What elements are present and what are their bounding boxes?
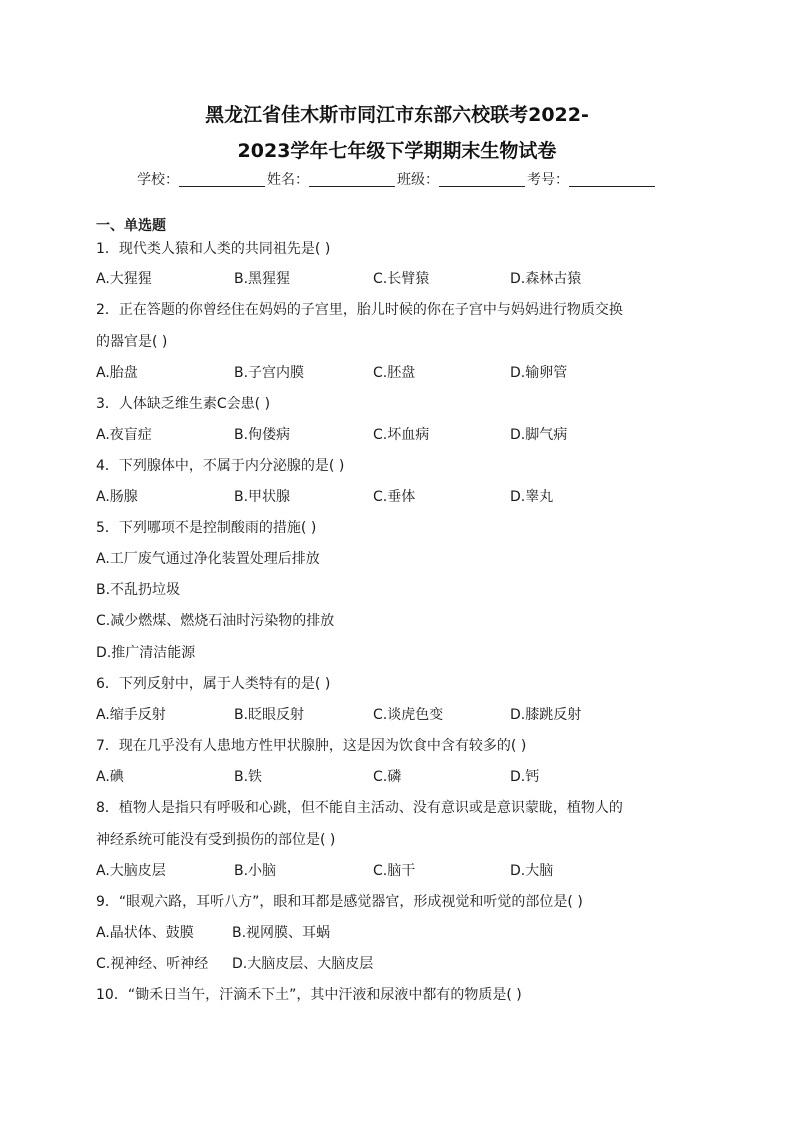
option-a: A.缩手反射 xyxy=(96,707,166,723)
option-a: A.大脑皮层 xyxy=(96,863,166,879)
option-d: D.钙 xyxy=(510,769,540,785)
option-b: B.小脑 xyxy=(234,863,277,879)
question-2-options xyxy=(96,363,706,383)
question-3-stem: 3．人体缺乏维生素C会患( ) xyxy=(96,396,271,412)
option-d: D.输卵管 xyxy=(510,365,568,381)
option-c: C.垂体 xyxy=(373,489,416,505)
exam-title-line-2: 2023学年七年级下学期期末生物试卷 xyxy=(237,140,557,162)
question-5-option-b: B.不乱扔垃圾 xyxy=(96,582,181,598)
option-c: C.坏血病 xyxy=(373,427,430,443)
question-5-stem: 5．下列哪项不是控制酸雨的措施( ) xyxy=(96,520,317,536)
option-c: C.视神经、听神经 xyxy=(96,956,209,972)
class-blank xyxy=(439,172,525,187)
option-c: C.脑干 xyxy=(373,863,416,879)
question-4-stem: 4．下列腺体中，不属于内分泌腺的是( ) xyxy=(96,458,345,474)
question-1-stem: 1．现代类人猿和人类的共同祖先是( ) xyxy=(96,241,331,257)
question-1-options xyxy=(96,269,706,289)
question-6-options xyxy=(96,705,706,725)
question-3-options xyxy=(96,425,706,445)
question-2-stem-line-2: 的器官是( ) xyxy=(96,334,168,350)
question-8-stem-line-1: 8．植物人是指只有呼吸和心跳，但不能自主活动、没有意识或是意识蒙眬，植物人的 xyxy=(96,800,623,816)
question-6-stem: 6．下列反射中，属于人类特有的是( ) xyxy=(96,676,331,692)
option-d: D.大脑皮层、大脑皮层 xyxy=(232,956,374,972)
question-9-stem: 9．“眼观六路，耳听八方”，眼和耳都是感觉器官，形成视觉和听觉的部位是( ) xyxy=(96,894,583,910)
name-label: 姓名： xyxy=(267,172,309,188)
option-b: B.佝偻病 xyxy=(234,427,291,443)
exam-title-line-1: 黑龙江省佳木斯市同江市东部六校联考2022- xyxy=(205,104,589,126)
option-a: A.晶状体、鼓膜 xyxy=(96,925,194,941)
option-b: B.视网膜、耳蜗 xyxy=(232,925,331,941)
question-5-option-c: C.减少燃煤、燃烧石油时污染物的排放 xyxy=(96,613,335,629)
question-7-options xyxy=(96,767,706,787)
question-4-options xyxy=(96,487,706,507)
option-c: C.磷 xyxy=(373,769,402,785)
question-7-stem: 7．现在几乎没有人患地方性甲状腺肿，这是因为饮食中含有较多的( ) xyxy=(96,738,527,754)
option-b: B.眨眼反射 xyxy=(234,707,305,723)
option-a: A.肠腺 xyxy=(96,489,138,505)
school-blank xyxy=(179,172,265,187)
name-blank xyxy=(309,172,395,187)
option-c: C.长臂猿 xyxy=(373,271,430,287)
option-a: A.夜盲症 xyxy=(96,427,152,443)
option-d: D.大脑 xyxy=(510,863,554,879)
section-title: 一、单选题 xyxy=(96,218,166,234)
school-label: 学校： xyxy=(137,172,179,188)
question-9-options-row-2 xyxy=(96,954,706,974)
question-8-stem-line-2: 神经系统可能没有受到损伤的部位是( ) xyxy=(96,832,336,848)
student-info-row xyxy=(0,170,794,190)
option-d: D.森林古猿 xyxy=(510,271,582,287)
question-9-options-row-1 xyxy=(96,923,706,943)
option-a: A.胎盘 xyxy=(96,365,138,381)
question-5-option-a: A.工厂废气通过净化装置处理后排放 xyxy=(96,551,320,567)
option-d: D.膝跳反射 xyxy=(510,707,582,723)
question-10-stem: 10．“锄禾日当午，汗滴禾下土”，其中汗液和尿液中都有的物质是( ) xyxy=(96,987,522,1003)
option-b: B.子宫内膜 xyxy=(234,365,305,381)
option-b: B.甲状腺 xyxy=(234,489,291,505)
option-c: C.胚盘 xyxy=(373,365,416,381)
exam-number-label: 考号： xyxy=(527,172,569,188)
question-8-options xyxy=(96,861,706,881)
question-2-stem-line-1: 2．正在答题的你曾经住在妈妈的子宫里，胎儿时候的你在子宫中与妈妈进行物质交换 xyxy=(96,302,623,318)
option-a: A.碘 xyxy=(96,769,124,785)
option-d: D.脚气病 xyxy=(510,427,568,443)
option-d: D.睾丸 xyxy=(510,489,554,505)
exam-number-blank xyxy=(569,172,655,187)
option-b: B.铁 xyxy=(234,769,263,785)
class-label: 班级： xyxy=(397,172,439,188)
option-a: A.大猩猩 xyxy=(96,271,152,287)
question-5-option-d: D.推广清洁能源 xyxy=(96,645,196,661)
option-b: B.黑猩猩 xyxy=(234,271,291,287)
option-c: C.谈虎色变 xyxy=(373,707,444,723)
